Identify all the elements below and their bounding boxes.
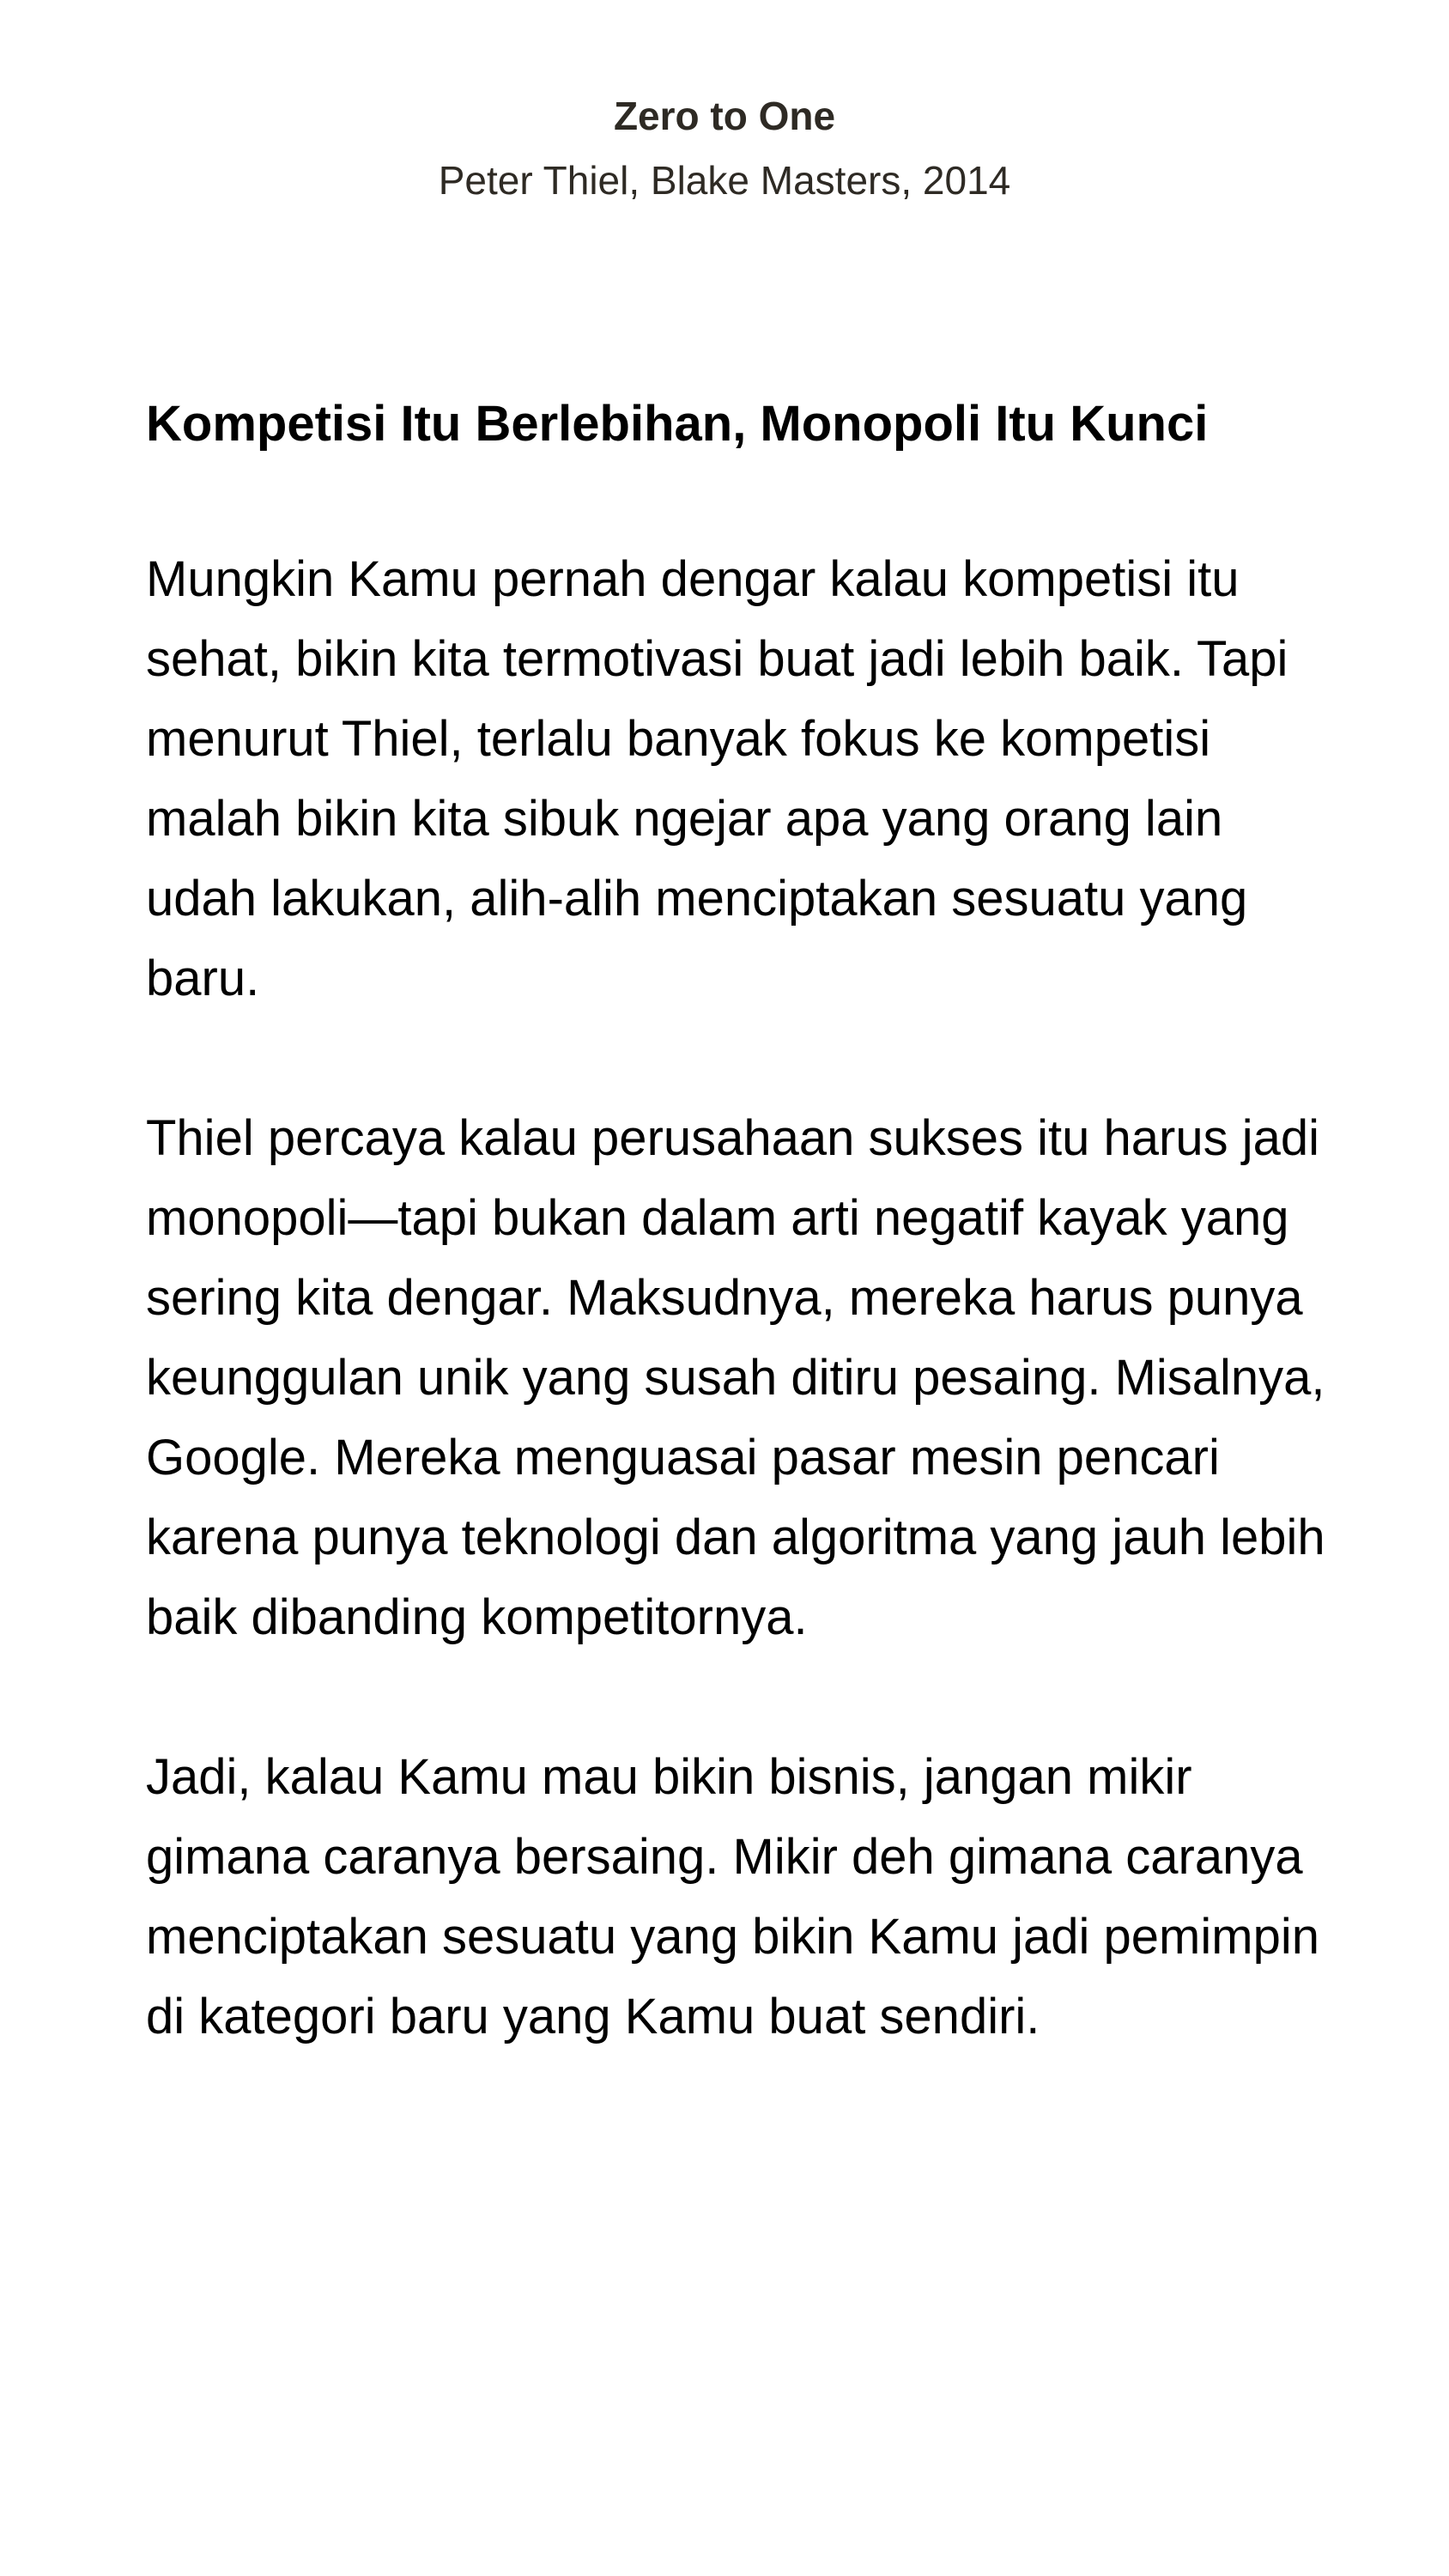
paragraph-2: Thiel percaya kalau perusahaan sukses itu harus jadi monopoli—tapi bukan dalam arti negatif kayak yang sering kita dengar. Maksudnya, mereka harus punya keunggulan unik yang susah ditiru pesaing. Misalnya, Google. Mereka menguasai pasar mesin pencari karena punya teknologi dan algoritma yang jauh lebih baik dibanding kompetitornya. <box>146 1110 1325 1645</box>
book-header <box>0 86 1449 215</box>
paragraph-1: Mungkin Kamu pernah dengar kalau kompetisi itu sehat, bikin kita termotivasi buat jadi lebih baik. Tapi menurut Thiel, terlalu banyak fokus ke kompetisi malah bikin kita sibuk ngejar apa yang orang lain udah lakukan, alih-alih menciptakan sesuatu yang baru. <box>146 551 1288 1006</box>
article-body <box>146 385 1331 2057</box>
section-heading: Kompetisi Itu Berlebihan, Monopoli Itu Kunci <box>146 396 1209 452</box>
book-author-year: Peter Thiel, Blake Masters, 2014 <box>438 158 1011 203</box>
paragraph-3: Jadi, kalau Kamu mau bikin bisnis, jangan mikir gimana caranya bersaing. Mikir deh gimana caranya menciptakan sesuatu yang bikin Kamu jadi pemimpin di kategori baru yang Kamu buat sendiri. <box>146 1749 1319 2044</box>
book-title: Zero to One <box>613 94 836 138</box>
